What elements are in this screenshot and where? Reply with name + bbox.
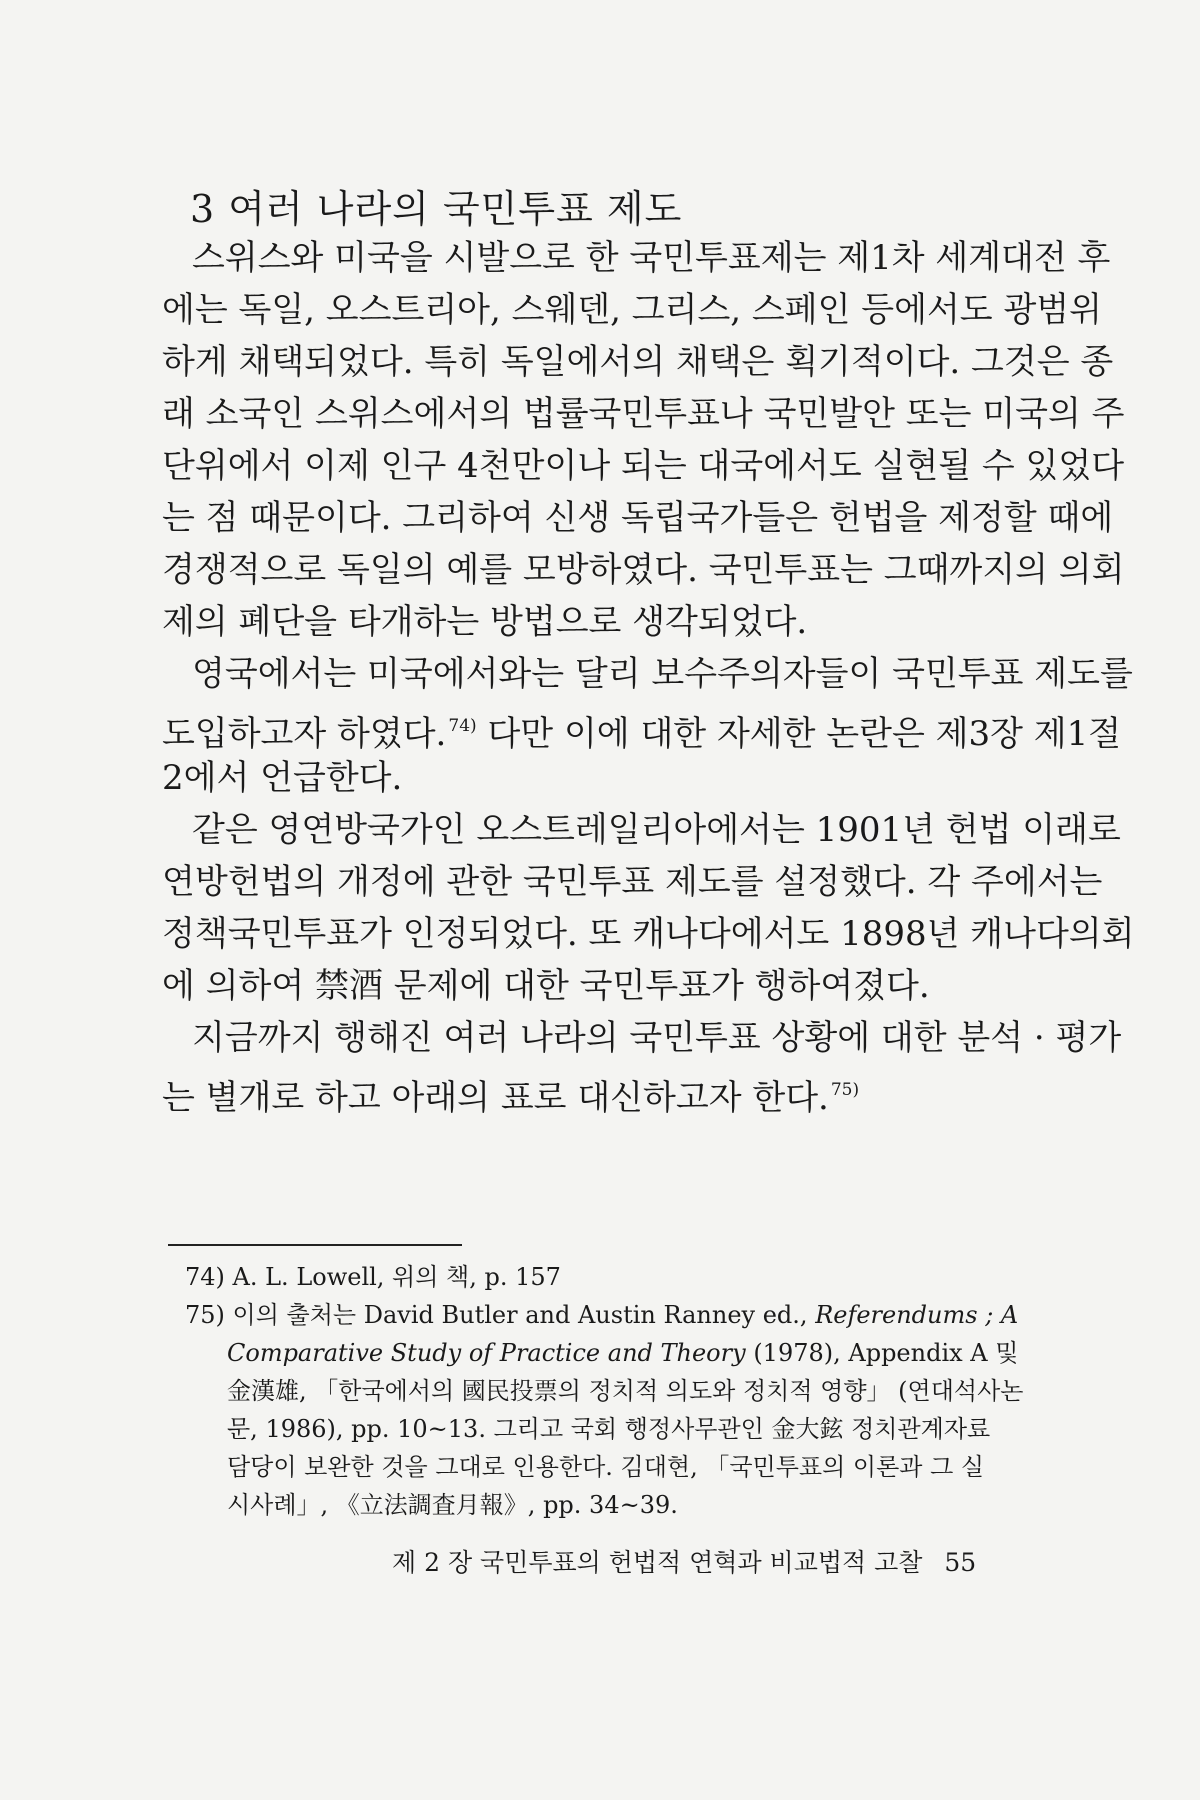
text-line: 정책국민투표가 인정되었다. 또 캐나다에서도 1898년 캐나다의회 (162, 914, 1135, 954)
footnote-divider (168, 1244, 462, 1246)
footnote-74 (185, 1258, 1030, 1296)
text-segment: 다만 이에 대한 자세한 논란은 제3장 제1절 (487, 714, 1122, 754)
footnote-line: 74) A. L. Lowell, 위의 책, p. 157 (185, 1263, 561, 1291)
section-heading: 3 여러 나라의 국민투표 제도 (190, 187, 683, 231)
text-line: 경쟁적으로 독일의 예를 모방하였다. 국민투표는 그때까지의 의회 (162, 550, 1125, 590)
footnote-ref-75[interactable]: 75) (830, 1080, 860, 1100)
footnote-line: 시사례」, 《立法調査月報》, pp. 34~39. (227, 1491, 678, 1519)
text-line: 단위에서 이제 인구 4천만이나 되는 대국에서도 실현될 수 있었다 (162, 446, 1125, 486)
text-line: 에는 독일, 오스트리아, 스웨덴, 그리스, 스페인 등에서도 광범위 (162, 290, 1102, 330)
footnote-line: 담당이 보완한 것을 그대로 인용한다. 김대현, 「국민투표의 이론과 그 실 (227, 1453, 985, 1481)
page-footer (392, 1543, 976, 1579)
footnote-line (185, 1334, 1030, 1372)
page-number: 55 (944, 1548, 977, 1577)
text-segment: 도입하고자 하였다. (162, 714, 447, 754)
text-line (162, 1064, 1022, 1116)
text-segment: 는 별개로 하고 아래의 표로 대신하고자 한다. (162, 1078, 829, 1118)
footnote-ref-74[interactable]: 74) (448, 716, 477, 736)
body-text (162, 232, 1135, 1118)
text-line: 하게 채택되었다. 특히 독일에서의 채택은 획기적이다. 그것은 종 (162, 342, 1114, 382)
paragraph-4 (162, 1012, 1122, 1118)
text-line: 스위스와 미국을 시발으로 한 국민투표제는 제1차 세계대전 후 (192, 238, 1111, 278)
text-line: 지금까지 행해진 여러 나라의 국민투표 상황에 대한 분석 · 평가 (192, 1018, 1122, 1058)
text-segment: 75) 이의 출처는 David Butler and Austin Ranney ed., (185, 1301, 808, 1329)
footnote-line: 문, 1986), pp. 10~13. 그리고 국회 행정사무관인 金大鉉 정치관계자료 (227, 1415, 991, 1443)
text-line: 제의 폐단을 타개하는 방법으로 생각되었다. (162, 602, 808, 642)
text-line: 연방헌법의 개정에 관한 국민투표 제도를 설정했다. 각 주에서는 (162, 862, 1103, 902)
paragraph-2 (162, 648, 1133, 804)
footnote-75 (185, 1296, 1030, 1524)
text-line: 영국에서는 미국에서와는 달리 보수주의자들이 국민투표 제도를 (192, 654, 1133, 694)
paragraph-1 (162, 232, 1125, 648)
text-line (162, 700, 1122, 754)
footnote-line (185, 1296, 1030, 1334)
text-line: 는 점 때문이다. 그리하여 신생 독립국가들은 헌법을 제정할 때에 (162, 498, 1114, 538)
book-title: Referendums ; A (815, 1301, 1019, 1329)
footnote-line: 金漢雄, 「한국에서의 國民投票의 정치적 의도와 정치적 영향」 (연대석사논 (227, 1377, 1024, 1405)
text-line: 2에서 언급한다. (162, 758, 403, 798)
paragraph-3 (162, 804, 1135, 1012)
running-chapter-title: 제 2 장 국민투표의 헌법적 연혁과 비교법적 고찰 (392, 1548, 923, 1577)
text-segment: (1978), Appendix A 및 (753, 1339, 1019, 1367)
text-line: 래 소국인 스위스에서의 법률국민투표나 국민발안 또는 미국의 주 (162, 394, 1125, 434)
footnotes (185, 1258, 1030, 1524)
text-line: 에 의하여 禁酒 문제에 대한 국민투표가 행하여졌다. (162, 966, 930, 1006)
text-line: 같은 영연방국가인 오스트레일리아에서는 1901년 헌법 이래로 (192, 810, 1121, 850)
book-title: Comparative Study of Practice and Theory (227, 1339, 746, 1367)
